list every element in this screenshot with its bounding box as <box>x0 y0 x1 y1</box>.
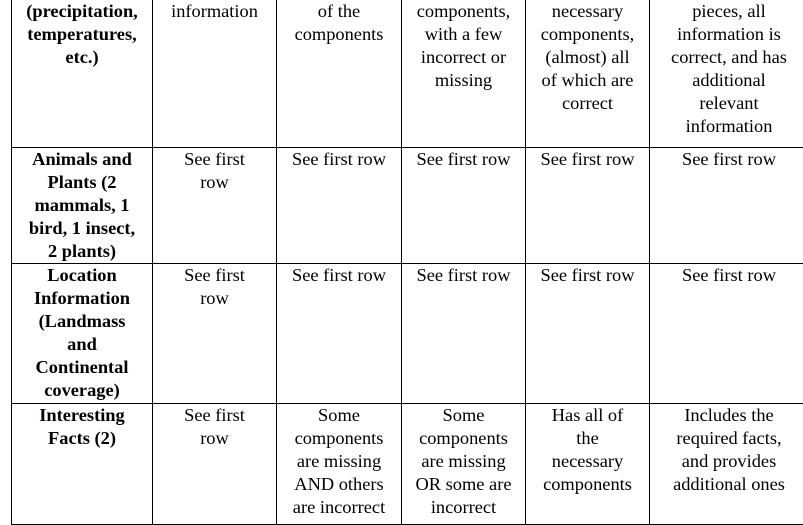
category-line: and <box>15 333 149 356</box>
cell-line: additional ones <box>653 473 803 496</box>
criteria-cell <box>526 0 650 148</box>
cell-line: are incorrect <box>280 496 398 519</box>
category-line: Plants (2 <box>15 171 149 194</box>
cell-line: correct <box>529 92 646 115</box>
category-line: etc.) <box>15 46 149 69</box>
criteria-cell <box>402 0 526 148</box>
table-row <box>12 404 803 525</box>
criteria-cell <box>153 404 277 525</box>
cell-line: components, <box>405 0 522 23</box>
category-line: Interesting <box>15 404 149 427</box>
cell-line: and provides <box>653 450 803 473</box>
category-line: temperatures, <box>15 23 149 46</box>
criteria-cell <box>526 404 650 525</box>
cell-line: components <box>280 427 398 450</box>
cell-line: See first row <box>405 264 522 287</box>
cell-line: components <box>280 23 398 46</box>
category-line: Continental <box>15 356 149 379</box>
table-row <box>12 264 803 404</box>
criteria-cell <box>402 148 526 264</box>
cell-line: components <box>405 427 522 450</box>
category-line: Location <box>15 264 149 287</box>
criteria-cell <box>153 0 277 148</box>
criteria-cell <box>277 404 402 525</box>
cell-line: are missing <box>280 450 398 473</box>
cell-line: See first row <box>653 264 803 287</box>
cell-line: row <box>156 171 273 194</box>
cell-line: necessary <box>529 450 646 473</box>
cell-line: See first <box>156 264 273 287</box>
category-cell <box>12 148 153 264</box>
cell-line: of the <box>280 0 398 23</box>
category-line: Facts (2) <box>15 427 149 450</box>
criteria-cell <box>153 148 277 264</box>
cell-line: components, <box>529 23 646 46</box>
cell-line: incorrect <box>405 496 522 519</box>
cell-line: See first <box>156 404 273 427</box>
cell-line: necessary <box>529 0 646 23</box>
category-line: Animals and <box>15 148 149 171</box>
cell-line: information <box>653 115 803 138</box>
cell-line: information is <box>653 23 803 46</box>
cell-line: pieces, all <box>653 0 803 23</box>
cell-line: See first row <box>280 264 398 287</box>
cell-line: (almost) all <box>529 46 646 69</box>
cell-line: Some <box>280 404 398 427</box>
category-line: mammals, 1 <box>15 194 149 217</box>
cell-line: are missing <box>405 450 522 473</box>
table-row <box>12 148 803 264</box>
cell-line: of which are <box>529 69 646 92</box>
cell-line: See first row <box>405 148 522 171</box>
cell-line: Some <box>405 404 522 427</box>
criteria-cell <box>526 264 650 404</box>
cell-line: See first row <box>529 264 646 287</box>
criteria-cell <box>650 264 803 404</box>
criteria-cell <box>402 404 526 525</box>
criteria-cell <box>650 0 803 148</box>
cell-line: incorrect or <box>405 46 522 69</box>
cell-line: See first <box>156 148 273 171</box>
table-row <box>12 0 803 148</box>
criteria-cell <box>650 148 803 264</box>
criteria-cell <box>277 264 402 404</box>
criteria-cell <box>650 404 803 525</box>
criteria-cell <box>153 264 277 404</box>
category-line: (precipitation, <box>15 0 149 23</box>
cell-line: See first row <box>280 148 398 171</box>
cell-line: relevant <box>653 92 803 115</box>
cell-line: AND others <box>280 473 398 496</box>
cell-line: components <box>529 473 646 496</box>
cell-line: information <box>156 0 273 23</box>
category-cell <box>12 404 153 525</box>
category-cell <box>12 264 153 404</box>
criteria-cell <box>526 148 650 264</box>
cell-line: See first row <box>653 148 803 171</box>
category-line: (Landmass <box>15 310 149 333</box>
category-line: coverage) <box>15 379 149 402</box>
criteria-cell <box>402 264 526 404</box>
rubric-table <box>11 0 803 525</box>
category-line: Information <box>15 287 149 310</box>
cell-line: correct, and has <box>653 46 803 69</box>
cell-line: row <box>156 427 273 450</box>
cell-line: Includes the <box>653 404 803 427</box>
cell-line: required facts, <box>653 427 803 450</box>
cell-line: row <box>156 287 273 310</box>
cell-line: See first row <box>529 148 646 171</box>
cell-line: missing <box>405 69 522 92</box>
criteria-cell <box>277 148 402 264</box>
cell-line: the <box>529 427 646 450</box>
cell-line: additional <box>653 69 803 92</box>
category-line: 2 plants) <box>15 240 149 263</box>
category-cell <box>12 0 153 148</box>
criteria-cell <box>277 0 402 148</box>
category-line: bird, 1 insect, <box>15 217 149 240</box>
cell-line: Has all of <box>529 404 646 427</box>
cell-line: OR some are <box>405 473 522 496</box>
cell-line: with a few <box>405 23 522 46</box>
